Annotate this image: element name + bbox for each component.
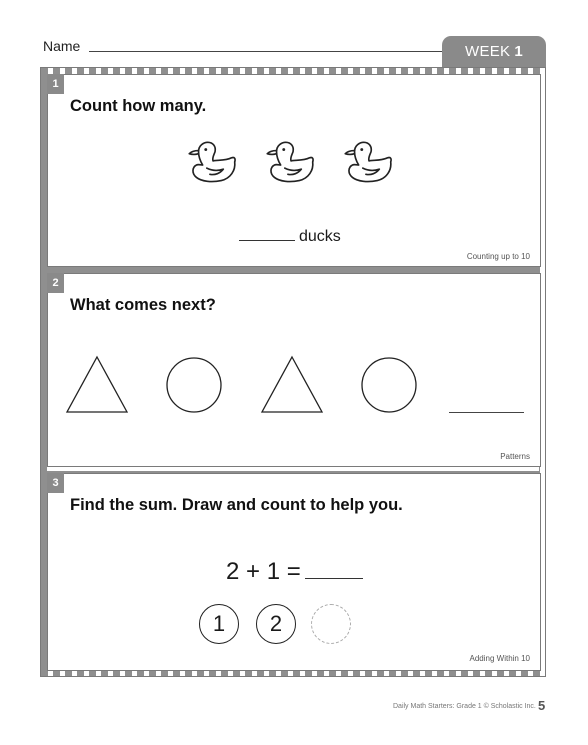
- answer-row: [239, 228, 341, 246]
- name-row: [43, 38, 423, 58]
- answer-blank[interactable]: [239, 240, 295, 241]
- week-number: 1: [514, 43, 524, 60]
- duck-icon: [338, 133, 400, 195]
- triangle-shape: [65, 354, 129, 414]
- name-label: Name: [43, 38, 81, 54]
- problem-question: Count how many.: [70, 97, 207, 115]
- equation-text: 2 + 1 =: [226, 558, 301, 585]
- problem-number: 3: [47, 473, 64, 493]
- problem-question: What comes next?: [70, 296, 216, 314]
- duck-icon: [182, 133, 244, 195]
- answer-unit: ducks: [299, 228, 341, 245]
- circle-shape: [164, 354, 224, 414]
- skill-label: Counting up to 10: [466, 252, 530, 261]
- answer-blank[interactable]: [449, 412, 524, 413]
- equation: [226, 558, 363, 586]
- problem-number: 2: [47, 273, 64, 293]
- counter-circle: 2: [256, 604, 296, 644]
- circle-shape: [359, 354, 419, 414]
- week-label: WEEK: [464, 43, 511, 60]
- skill-label: Patterns: [500, 452, 530, 461]
- counter-circle: 1: [199, 604, 239, 644]
- problem-question: Find the sum. Draw and count to help you.: [70, 496, 403, 514]
- problem-1-panel: [47, 74, 541, 267]
- counter-circle-empty[interactable]: [311, 604, 351, 644]
- skill-label: Adding Within 10: [469, 654, 530, 663]
- footer-credit: Daily Math Starters: Grade 1 © Scholastic Inc.: [393, 703, 536, 710]
- triangle-shape: [260, 354, 324, 414]
- page-number: 5: [538, 698, 546, 713]
- duck-icon: [260, 133, 322, 195]
- problem-2-panel: [47, 273, 541, 467]
- problem-3-panel: [47, 473, 541, 671]
- name-line[interactable]: [89, 51, 459, 52]
- sum-blank[interactable]: [305, 578, 363, 579]
- problem-number: 1: [47, 74, 64, 94]
- week-tab: [442, 36, 546, 67]
